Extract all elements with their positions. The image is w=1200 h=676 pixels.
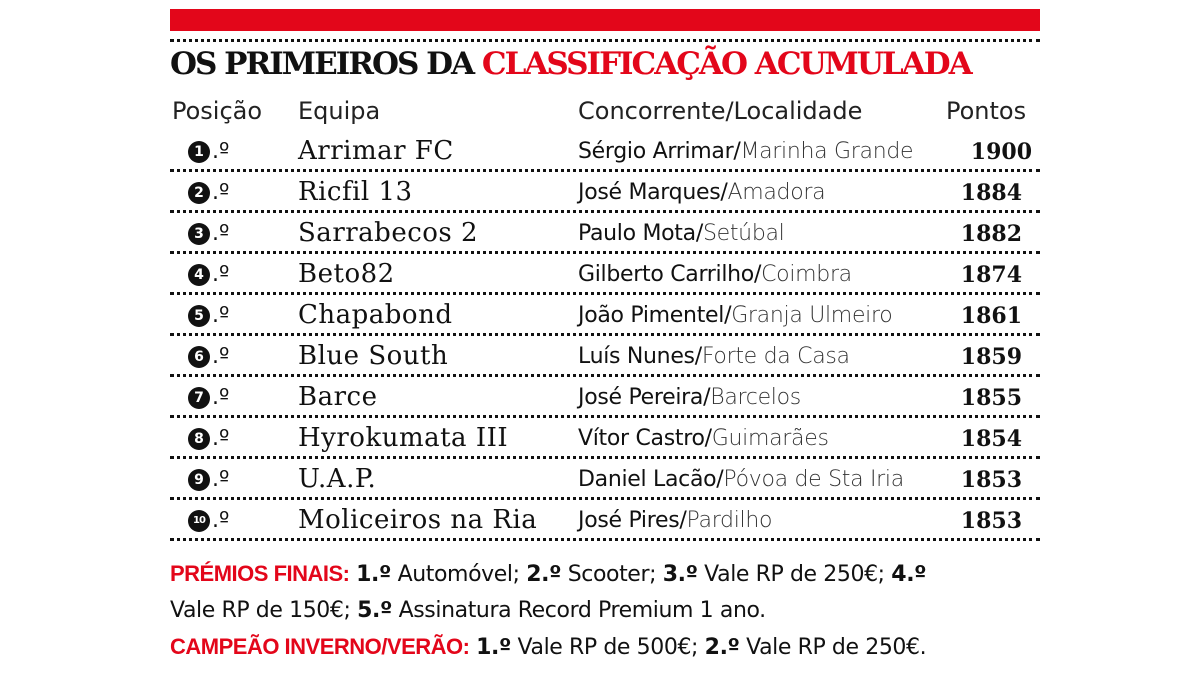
- points-value: 1859: [960, 344, 1022, 370]
- position-number-badge: 9: [188, 469, 210, 491]
- team-name: Moliceiros na Ria: [298, 505, 538, 535]
- slash-separator: /: [679, 508, 687, 533]
- page-title: [170, 42, 1050, 86]
- contestant-location: Coimbra: [761, 262, 852, 287]
- table-row: [170, 377, 1040, 418]
- points-value: 1900: [970, 139, 1032, 165]
- position-suffix: .º: [212, 139, 230, 164]
- contestant-info: [578, 299, 892, 333]
- contestant-name: Vítor Castro: [578, 426, 705, 451]
- contestant-info: [578, 135, 913, 169]
- points-value: 1853: [960, 508, 1022, 534]
- prize-text: Vale RP de 250€.: [746, 635, 927, 660]
- slash-separator: /: [695, 221, 703, 246]
- slash-separator: /: [724, 303, 732, 328]
- table-row: [170, 131, 1040, 172]
- header-points: Pontos: [946, 97, 1027, 125]
- position-number-badge: 4: [188, 264, 210, 286]
- team-name: Beto82: [298, 259, 395, 289]
- contestant-name: Sérgio Arrimar: [578, 139, 734, 164]
- slash-separator: /: [733, 139, 741, 164]
- contestant-location: Setúbal: [702, 221, 785, 246]
- title-part-black: OS PRIMEIROS DA: [170, 46, 474, 82]
- final-prizes-label: PRÉMIOS FINAIS:: [170, 561, 350, 586]
- prize-text: Automóvel;: [397, 562, 520, 587]
- position-number-badge: 5: [188, 305, 210, 327]
- position-suffix: .º: [212, 221, 230, 246]
- header-team: Equipa: [298, 97, 381, 125]
- position-suffix: .º: [212, 508, 230, 533]
- slash-separator: /: [720, 180, 728, 205]
- position-marker: [188, 139, 229, 165]
- points-value: 1861: [960, 303, 1022, 329]
- contestant-location: Barcelos: [710, 385, 801, 410]
- position-number-badge: 7: [188, 387, 210, 409]
- team-name: U.A.P.: [298, 464, 377, 494]
- position-marker: [188, 344, 229, 370]
- team-name: Blue South: [298, 341, 449, 371]
- team-name: Chapabond: [298, 300, 453, 330]
- position-marker: [188, 426, 229, 452]
- contestant-location: Forte da Casa: [701, 344, 850, 369]
- position-number-badge: 2: [188, 182, 210, 204]
- season-prizes-line: [170, 629, 1050, 666]
- contestant-info: [578, 381, 801, 415]
- team-name: Barce: [298, 382, 378, 412]
- prizes-section: [170, 556, 1050, 666]
- contestant-info: [578, 340, 850, 374]
- position-marker: [188, 262, 229, 288]
- final-prizes-line-2: [170, 593, 1050, 629]
- contestant-location: Pardilho: [686, 508, 773, 533]
- contestant-info: [578, 217, 784, 251]
- team-name: Arrimar FC: [298, 136, 454, 166]
- contestant-name: José Pereira: [578, 385, 704, 410]
- table-row: [170, 459, 1040, 500]
- slash-separator: /: [703, 385, 711, 410]
- position-suffix: .º: [212, 303, 230, 328]
- table-row: [170, 500, 1040, 541]
- slash-separator: /: [704, 426, 712, 451]
- position-number-badge: 8: [188, 428, 210, 450]
- position-number-badge: 3: [188, 223, 210, 245]
- position-number-badge: 10: [188, 510, 210, 532]
- contestant-info: [578, 176, 825, 210]
- table-header: [170, 94, 1050, 128]
- position-suffix: .º: [212, 385, 230, 410]
- slash-separator: /: [694, 344, 702, 369]
- prize-text: Scooter;: [567, 562, 657, 587]
- prize-rank: 5.º: [357, 598, 392, 623]
- prize-rank: 1.º: [476, 635, 511, 660]
- team-name: Ricfil 13: [298, 177, 413, 207]
- contestant-name: Paulo Mota: [578, 221, 696, 246]
- slash-separator: /: [753, 262, 762, 287]
- position-suffix: .º: [212, 426, 230, 451]
- table-row: [170, 172, 1040, 213]
- contestant-info: [578, 422, 829, 456]
- prize-rank: 1.º: [356, 562, 391, 587]
- points-value: 1884: [960, 180, 1022, 206]
- position-suffix: .º: [212, 344, 230, 369]
- points-value: 1855: [960, 385, 1022, 411]
- position-number-badge: 6: [188, 346, 210, 368]
- contestant-location: Marinha Grande: [740, 139, 914, 164]
- final-prizes-line-1: [170, 556, 1050, 593]
- season-prizes-label: CAMPEÃO INVERNO/VERÃO:: [170, 634, 470, 659]
- contestant-info: [578, 504, 772, 538]
- contestant-info: [578, 258, 852, 292]
- contestant-info: [578, 463, 904, 497]
- table-row: [170, 213, 1040, 254]
- team-name: Sarrabecos 2: [298, 218, 479, 248]
- prize-text: Vale RP de 500€;: [517, 635, 699, 660]
- points-value: 1874: [960, 262, 1022, 288]
- points-value: 1854: [960, 426, 1022, 452]
- contestant-name: José Marques: [578, 180, 721, 205]
- slash-separator: /: [716, 467, 724, 492]
- table-row: [170, 418, 1040, 459]
- position-marker: [188, 303, 229, 329]
- contestant-location: Amadora: [727, 180, 826, 205]
- prize-rank: 2.º: [526, 562, 562, 587]
- header-position: Posição: [172, 97, 263, 125]
- position-marker: [188, 508, 229, 534]
- table-row: [170, 336, 1040, 377]
- position-suffix: .º: [212, 467, 230, 492]
- position-suffix: .º: [212, 262, 230, 287]
- contestant-name: João Pimentel: [578, 303, 725, 328]
- points-value: 1853: [960, 467, 1022, 493]
- prize-text: Vale RP de 250€;: [704, 562, 885, 587]
- contestant-name: Daniel Lacão: [578, 467, 717, 492]
- position-suffix: .º: [212, 180, 230, 205]
- position-marker: [188, 467, 229, 493]
- contestant-name: José Pires: [578, 508, 680, 533]
- position-marker: [188, 221, 229, 247]
- position-marker: [188, 385, 229, 411]
- ranking-table: [170, 131, 1050, 541]
- header-contestant: Concorrente/Localidade: [578, 97, 863, 125]
- table-row: [170, 254, 1040, 295]
- title-part-red: CLASSIFICAÇÃO ACUMULADA: [481, 46, 971, 82]
- team-name: Hyrokumata III: [298, 423, 509, 453]
- prize-rank: 2.º: [704, 635, 740, 660]
- red-header-bar: [170, 9, 1040, 31]
- contestant-name: Luís Nunes: [578, 344, 695, 369]
- points-value: 1882: [960, 221, 1022, 247]
- prize-text: Assinatura Record Premium 1 ano.: [398, 598, 766, 623]
- position-number-badge: 1: [188, 141, 210, 163]
- contestant-name: Gilberto Carrilho: [578, 262, 754, 287]
- prize-rank: 4.º: [891, 562, 927, 587]
- contestant-location: Guimarães: [711, 426, 829, 451]
- prize-text: Vale RP de 150€;: [170, 598, 351, 623]
- contestant-location: Póvoa de Sta Iria: [723, 467, 904, 492]
- table-row: [170, 295, 1040, 336]
- contestant-location: Granja Ulmeiro: [731, 303, 893, 328]
- position-marker: [188, 180, 229, 206]
- prize-rank: 3.º: [662, 562, 698, 587]
